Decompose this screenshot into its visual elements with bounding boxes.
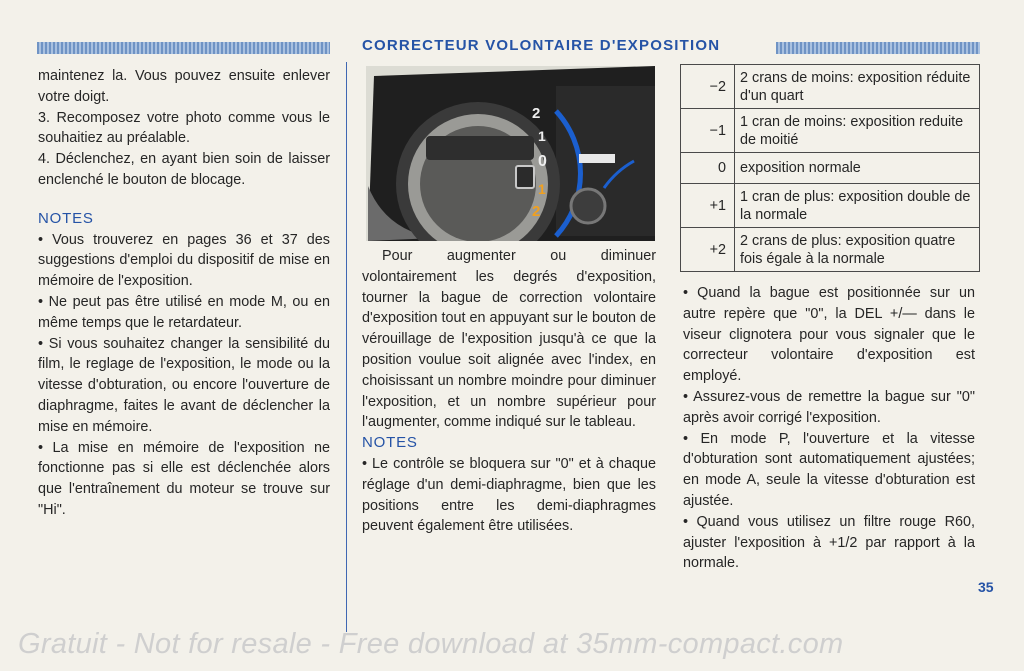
- table-text: 1 cran de moins: exposition reduite de moitié: [735, 109, 980, 153]
- note-item: • Vous trouverez en pages 36 et 37 des suggestions d'emploi du dispositif de mise en mémoire de l'exposition.: [38, 231, 330, 290]
- dial-label: 1: [538, 128, 546, 144]
- table-text: 2 crans de plus: exposition quatre fois égale à la normale: [735, 228, 980, 272]
- dial-label: 2: [532, 203, 541, 220]
- page-title: CORRECTEUR VOLONTAIRE D'EXPOSITION: [362, 37, 721, 54]
- camera-dial-photo: [366, 66, 655, 241]
- note-item: • Si vous souhaitez changer la sensibilité du film, le reglage de l'exposition, le mode ou la vitesse d'obturation, ou encore l'ouverture de diaphragme, faites le avant de déclencher la mise en mémoire.: [38, 335, 330, 435]
- table-text: 1 cran de plus: exposition double de la normale: [735, 184, 980, 228]
- note-item: • Quand vous utilisez un filtre rouge R60, ajuster l'exposition à +1/2 par rapport à la normale.: [683, 513, 975, 572]
- column-middle: [362, 246, 656, 537]
- notes-heading: NOTES: [362, 434, 418, 452]
- dial-label: 1: [538, 181, 546, 197]
- note-item: • Quand la bague est positionnée sur un autre repère que "0", la DEL +/— dans le viseur clignotera pour vous signaler que le correcteur volontaire d'exposition est employé.: [683, 285, 975, 385]
- table-value: −1: [681, 109, 735, 153]
- header-decoration-right: [776, 42, 980, 54]
- note-item: • En mode P, l'ouverture et la vitesse d'obturation sont automatiquement ajustées; en mode A, seule la vitesse d'obturation est ajustée.: [683, 430, 975, 509]
- table-row: [681, 153, 980, 184]
- note-item: • La mise en mémoire de l'exposition ne fonctionne pas si elle est déclenchée alors que l'entraînement du moteur se trouve sur "Hi".: [38, 439, 330, 518]
- column-divider: [346, 62, 347, 632]
- table-text: 2 crans de moins: exposition réduite d'un quart: [735, 65, 980, 109]
- table-value: −2: [681, 65, 735, 109]
- paragraph: Pour augmenter ou diminuer volontairement les degrés d'exposition, tourner la bague de correction volontaire d'exposition tout en appuyant sur le bouton de vérouillage de l'exposition jusqu'à ce que la position voulue soit alignée avec l'index, en choisissant un nombre moindre pour diminuer l'exposition, et un nombre supérieur pour l'augmenter, comme indiqué sur le tableau.: [362, 248, 656, 431]
- table-row: [681, 109, 980, 153]
- dial-label: 0: [538, 153, 547, 170]
- note-item: • Ne peut pas être utilisé en mode M, ou en même temps que le retardateur.: [38, 293, 330, 331]
- column-right: [683, 283, 975, 574]
- notes-heading: NOTES: [38, 209, 94, 227]
- dial-label: 2: [532, 105, 541, 122]
- table-value: +2: [681, 228, 735, 272]
- table-row: [681, 184, 980, 228]
- paragraph: maintenez la. Vous pouvez ensuite enlever votre doigt.: [38, 68, 330, 105]
- page-number: 35: [978, 579, 994, 595]
- note-item: • Assurez-vous de remettre la bague sur "0" après avoir corrigé l'exposition.: [683, 388, 975, 426]
- watermark: Gratuit - Not for resale - Free download at 35mm-compact.com: [18, 628, 844, 660]
- header-decoration-left: [37, 42, 330, 54]
- paragraph: 3. Recomposez votre photo comme vous le souhaitiez au préalable.: [38, 109, 330, 147]
- exposition-table: [680, 64, 980, 272]
- table-text: exposition normale: [735, 153, 980, 184]
- table-value: +1: [681, 184, 735, 228]
- paragraph: 4. Déclenchez, en ayant bien soin de laisser enclenché le bouton de blocage.: [38, 151, 330, 188]
- table-row: [681, 65, 980, 109]
- column-left: [38, 66, 330, 521]
- table-row: [681, 228, 980, 272]
- table-value: 0: [681, 153, 735, 184]
- note-item: • Le contrôle se bloquera sur "0" et à chaque réglage d'un demi-diaphragme, bien que les positions entre les demi-diaphragmes peuvent également être utilisées.: [362, 455, 656, 535]
